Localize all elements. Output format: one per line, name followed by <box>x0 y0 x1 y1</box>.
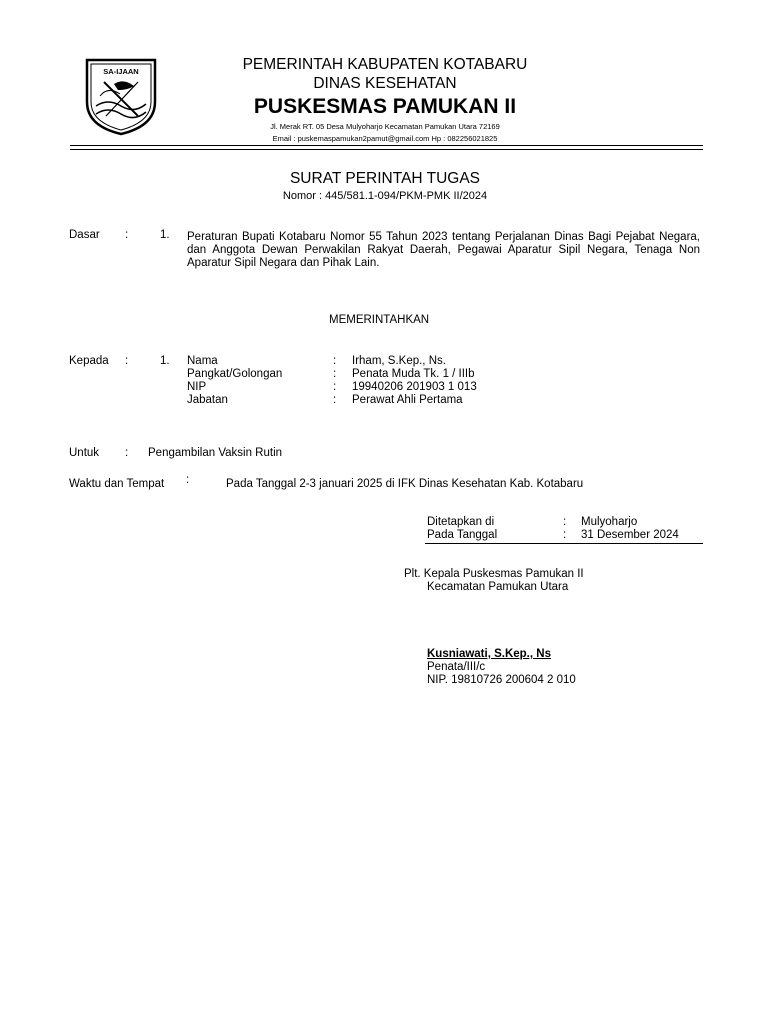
untuk-value: Pengambilan Vaksin Rutin <box>148 447 283 459</box>
header-department: DINAS KESEHATAN <box>313 75 457 92</box>
ditetapkan-sep: : <box>563 516 567 528</box>
field-sep-nama: : <box>333 355 337 367</box>
field-label-pangkat: Pangkat/Golongan <box>187 368 283 380</box>
ditetapkan-label: Ditetapkan di <box>427 516 495 528</box>
signer-rank: Penata/III/c <box>427 661 486 673</box>
kepada-colon: : <box>125 355 129 367</box>
field-label-nip: NIP <box>187 381 207 393</box>
untuk-label: Untuk <box>69 447 100 459</box>
field-sep-pangkat: : <box>333 368 337 380</box>
signer-nip: NIP. 19810726 200604 2 010 <box>427 674 576 686</box>
header-rule-thick <box>70 145 703 146</box>
untuk-colon: : <box>125 447 129 459</box>
signer-title: Plt. Kepala Puskesmas Pamukan II <box>404 568 584 580</box>
ditetapkan-underline <box>425 543 703 544</box>
logo-text: SA-IJAAN <box>103 67 139 76</box>
ditetapkan-value: Mulyoharjo <box>581 516 638 528</box>
document-number: Nomor : 445/581.1-094/PKM-PMK II/2024 <box>282 190 488 202</box>
signer-subtitle: Kecamatan Pamukan Utara <box>427 581 569 593</box>
kepada-number: 1. <box>160 355 170 367</box>
field-sep-jabatan: : <box>333 394 337 406</box>
field-value-jabatan: Perawat Ahli Pertama <box>352 394 463 406</box>
tanggal-value: 31 Desember 2024 <box>581 529 679 541</box>
dasar-colon: : <box>125 229 129 241</box>
tanggal-sep: : <box>563 529 567 541</box>
header-rule-thin <box>70 149 703 150</box>
sa-ijaan-logo <box>84 56 158 136</box>
header-contact: Email : puskemaspamukan2pamut@gmail.com Hp : 082256021825 <box>272 134 498 143</box>
dasar-number: 1. <box>160 229 170 241</box>
field-label-nama: Nama <box>187 355 218 367</box>
waktu-colon: : <box>186 474 190 486</box>
header-government: PEMERINTAH KABUPATEN KOTABARU <box>242 56 528 73</box>
waktu-label: Waktu dan Tempat <box>69 478 165 490</box>
header-institution: PUSKESMAS PAMUKAN II <box>253 95 517 118</box>
memerintahkan-heading: MEMERINTAHKAN <box>329 314 430 326</box>
field-value-pangkat: Penata Muda Tk. 1 / IIIb <box>352 368 475 380</box>
waktu-value: Pada Tanggal 2-3 januari 2025 di IFK Dinas Kesehatan Kab. Kotabaru <box>226 478 584 490</box>
document-title: SURAT PERINTAH TUGAS <box>289 170 481 187</box>
field-value-nama: Irham, S.Kep., Ns. <box>352 355 446 367</box>
field-sep-nip: : <box>333 381 337 393</box>
signer-name: Kusniawati, S.Kep., Ns <box>427 648 551 660</box>
kepada-label: Kepada <box>69 355 109 367</box>
field-value-nip: 19940206 201903 1 013 <box>352 381 477 393</box>
dasar-label: Dasar <box>69 229 100 241</box>
dasar-text: Peraturan Bupati Kotabaru Nomor 55 Tahun 2023 tentang Perjalanan Dinas Bagi Pejabat Negara, dan Anggota Dewan Perwakilan Rakyat Daerah, Pegawai Aparatur Sipil Negara, Tenaga Non Aparatur Sipil Negara dan Pihak Lain. <box>187 231 700 269</box>
header-address: Jl. Merak RT. 05 Desa Mulyoharjo Kecamatan Pamukan Utara 72169 <box>270 122 500 131</box>
tanggal-label: Pada Tanggal <box>427 529 498 541</box>
field-label-jabatan: Jabatan <box>187 394 228 406</box>
